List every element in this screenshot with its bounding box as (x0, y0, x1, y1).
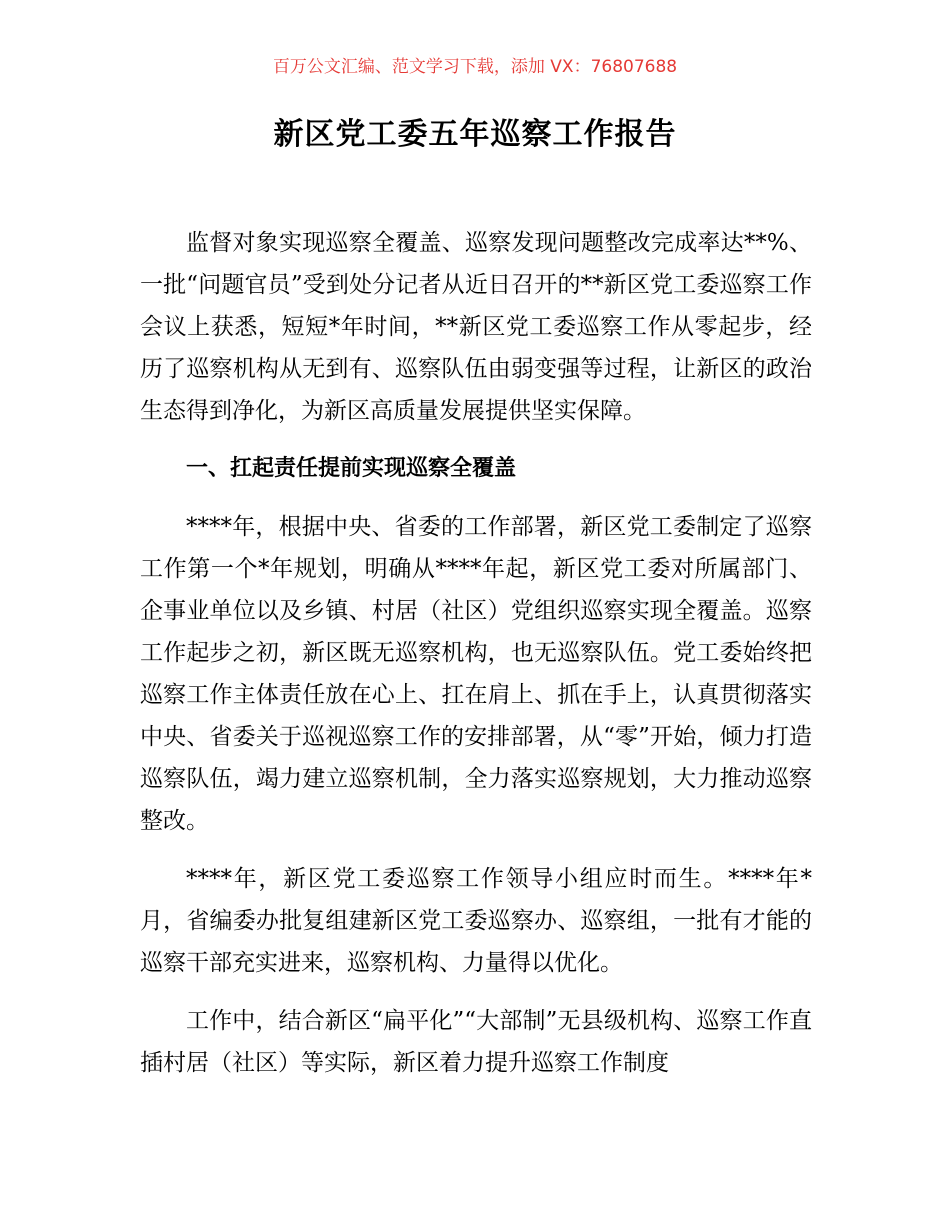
watermark-banner: 百万公文汇编、范文学习下载，添加 VX：76807688 (272, 57, 678, 77)
section-heading: 一、扛起责任提前实现巡察全覆盖 (186, 456, 517, 481)
intro-paragraph: 监督对象实现巡察全覆盖、巡察发现问题整改完成率达**%、一批“问题官员”受到处分记者从近日召开的**新区党工委巡察工作会议上获悉，短短*年时间，**新区党工委巡察工作从零起步，经历了巡察机构从无到有、巡察队伍由弱变强等过程，让新区的政治生态得到净化，为新区高质量发展提供坚实保障。 (140, 230, 812, 424)
paragraph-spacer (140, 842, 812, 858)
paragraph-spacer (140, 490, 812, 506)
body-paragraph: ****年，根据中央、省委的工作部署，新区党工委制定了巡察工作第一个*年规划，明确从****年起，新区党工委对所属部门、企事业单位以及乡镇、村居（社区）党组织巡察实现全覆盖。巡察工作起步之初，新区既无巡察机构，也无巡察队伍。党工委始终把巡察工作主体责任放在心上、扛在肩上、抓在手上，认真贯彻落实中央、省委关于巡视巡察工作的安排部署，从“零”开始，倾力打造巡察队伍，竭力建立巡察机制，全力落实巡察规划，大力推动巡察整改。 (140, 514, 812, 834)
body-paragraph: ****年，新区党工委巡察工作领导小组应时而生。****年*月，省编委办批复组建新区党工委巡察办、巡察组，一批有才能的巡察干部充实进来，巡察机构、力量得以优化。 (140, 866, 812, 976)
document-title: 新区党工委五年巡察工作报告 (273, 117, 677, 152)
document-body (140, 222, 812, 1084)
body-paragraph: 工作中，结合新区“扁平化”“大部制”无县级机构、巡察工作直插村居（社区）等实际，新区着力提升巡察工作制度 (140, 1008, 812, 1076)
paragraph-spacer (140, 984, 812, 1000)
paragraph-spacer (140, 432, 812, 448)
